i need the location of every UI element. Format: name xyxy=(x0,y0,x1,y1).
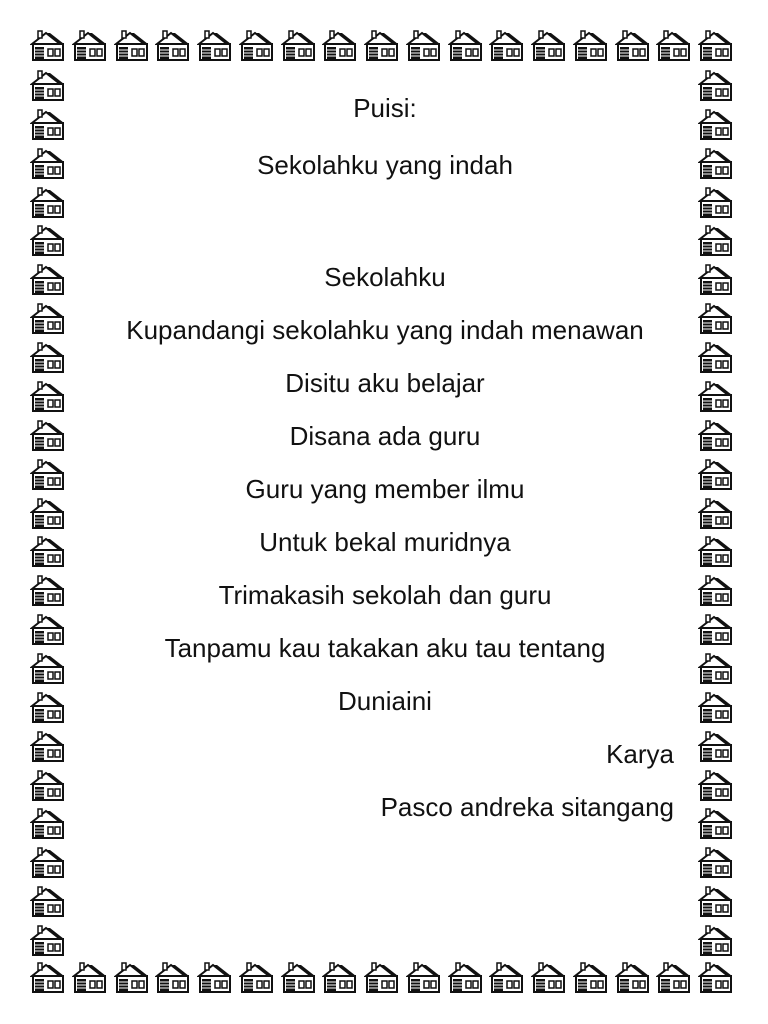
house-icon xyxy=(698,614,734,646)
house-icon xyxy=(698,847,734,879)
poem-heading: Sekolahku xyxy=(324,262,446,292)
house-icon xyxy=(30,148,66,180)
house-icon xyxy=(698,925,734,957)
house-icon xyxy=(30,925,66,957)
house-icon xyxy=(30,420,66,452)
house-icon xyxy=(114,962,150,994)
house-icon xyxy=(448,962,484,994)
house-icon xyxy=(698,70,734,102)
house-icon xyxy=(281,30,317,62)
house-icon xyxy=(698,575,734,607)
house-icon xyxy=(114,30,150,62)
house-icon xyxy=(281,962,317,994)
house-icon xyxy=(72,30,108,62)
poem-line: Kupandangi sekolahku yang indah menawan xyxy=(126,315,644,345)
house-icon xyxy=(698,962,734,994)
house-icon xyxy=(30,498,66,530)
house-icon xyxy=(698,808,734,840)
poem-line: Duniaini xyxy=(338,686,432,716)
credit-label: Karya xyxy=(606,739,674,769)
house-icon xyxy=(364,30,400,62)
house-icon xyxy=(531,30,567,62)
house-icon xyxy=(573,30,609,62)
house-icon xyxy=(698,653,734,685)
house-icon xyxy=(698,148,734,180)
author-name: Pasco andreka sitangang xyxy=(380,792,674,822)
house-icon xyxy=(30,264,66,296)
house-icon xyxy=(30,225,66,257)
house-icon xyxy=(322,962,358,994)
house-icon xyxy=(30,30,66,62)
house-icon xyxy=(30,731,66,763)
house-icon xyxy=(698,731,734,763)
house-icon xyxy=(239,962,275,994)
house-icon xyxy=(698,420,734,452)
house-icon xyxy=(239,30,275,62)
document-label: Puisi: xyxy=(353,93,417,123)
poem-line: Untuk bekal muridnya xyxy=(259,527,511,557)
house-icon xyxy=(615,962,651,994)
house-icon xyxy=(197,30,233,62)
house-icon xyxy=(698,109,734,141)
house-icon xyxy=(30,962,66,994)
house-icon xyxy=(30,303,66,335)
house-icon xyxy=(197,962,233,994)
house-icon xyxy=(698,459,734,491)
house-icon xyxy=(30,575,66,607)
house-icon xyxy=(698,187,734,219)
house-icon xyxy=(155,30,191,62)
house-icon xyxy=(30,614,66,646)
house-icon xyxy=(30,381,66,413)
house-icon xyxy=(531,962,567,994)
house-icon xyxy=(698,225,734,257)
house-icon xyxy=(656,962,692,994)
house-icon xyxy=(364,962,400,994)
house-icon xyxy=(698,303,734,335)
house-icon xyxy=(698,770,734,802)
house-icon xyxy=(489,30,525,62)
house-icon xyxy=(698,381,734,413)
poem-line: Disitu aku belajar xyxy=(285,368,485,398)
house-icon xyxy=(698,692,734,724)
house-icon xyxy=(30,70,66,102)
house-icon xyxy=(698,342,734,374)
house-icon xyxy=(489,962,525,994)
house-icon xyxy=(30,342,66,374)
house-icon xyxy=(30,109,66,141)
document-title: Sekolahku yang indah xyxy=(257,150,513,180)
house-icon xyxy=(698,536,734,568)
house-icon xyxy=(30,459,66,491)
house-icon xyxy=(406,30,442,62)
house-icon xyxy=(406,962,442,994)
house-icon xyxy=(30,847,66,879)
poem-line: Disana ada guru xyxy=(289,421,481,451)
house-icon xyxy=(698,498,734,530)
house-icon xyxy=(30,770,66,802)
house-icon xyxy=(573,962,609,994)
poem-line: Tanpamu kau takakan aku tau tentang xyxy=(164,633,606,663)
house-icon xyxy=(698,30,734,62)
poem-line: Trimakasih sekolah dan guru xyxy=(218,580,552,610)
house-icon xyxy=(698,264,734,296)
house-icon xyxy=(155,962,191,994)
house-icon xyxy=(698,886,734,918)
house-icon xyxy=(656,30,692,62)
house-icon xyxy=(615,30,651,62)
house-icon xyxy=(30,653,66,685)
house-icon xyxy=(72,962,108,994)
poem-line: Guru yang member ilmu xyxy=(245,474,525,504)
house-icon xyxy=(30,808,66,840)
house-icon xyxy=(30,536,66,568)
house-icon xyxy=(30,187,66,219)
house-icon xyxy=(30,692,66,724)
house-icon xyxy=(448,30,484,62)
house-icon xyxy=(322,30,358,62)
house-icon xyxy=(30,886,66,918)
